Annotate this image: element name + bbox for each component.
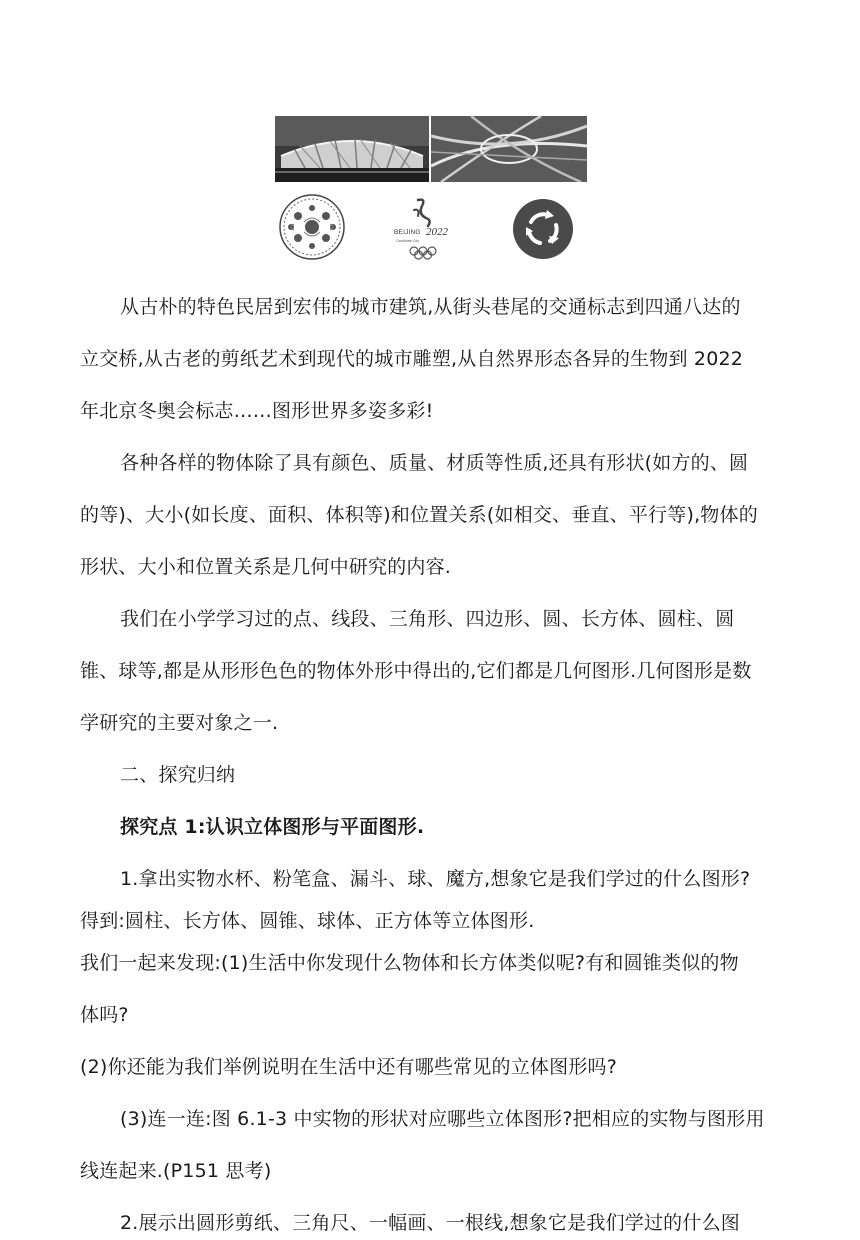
interchange-photo (431, 116, 587, 182)
logo-year-text: 2022 (426, 226, 448, 238)
main-text (80, 290, 780, 1240)
stadium-photo (275, 116, 429, 182)
explore-point-heading: 探究点 1:认识立体图形与平面图形. (120, 816, 425, 838)
para1-line2: 立交桥,从古老的剪纸艺术到现代的城市雕塑,从自然界形态各异的生物到 2022 (80, 348, 744, 370)
question-3-line2: 线连起来.(P151 思考) (80, 1160, 272, 1182)
para2-line2: 的等)、大小(如长度、面积、体积等)和位置关系(如相交、垂直、平行等),物体的 (80, 504, 758, 526)
logo-sub-text: Candidate City (396, 239, 419, 243)
para3-line3: 学研究的主要对象之一. (80, 712, 279, 734)
discover-line2: 体吗? (80, 1004, 129, 1026)
item1-line1: 1.拿出实物水杯、粉笔盒、漏斗、球、魔方,想象它是我们学过的什么图形? (120, 868, 751, 890)
logo-city-text: BEIJING (394, 229, 421, 236)
roundabout-sign-icon (512, 198, 574, 260)
para2-line3: 形状、大小和位置关系是几何中研究的内容. (80, 556, 452, 578)
para1-line1: 从古朴的特色民居到宏伟的城市建筑,从街头巷尾的交通标志到四通八达的 (120, 296, 741, 318)
beijing-2022-logo (392, 196, 456, 260)
para3-line1: 我们在小学学习过的点、线段、三角形、四边形、圆、长方体、圆柱、圆 (120, 608, 735, 630)
paper-cut-art-icon (274, 194, 350, 260)
question-3-line1: (3)连一连:图 6.1-3 中实物的形状对应哪些立体图形?把相应的实物与图形用 (120, 1108, 765, 1130)
item2-line1: 2.展示出圆形剪纸、三角尺、一幅画、一根线,想象它是我们学过的什么图 (120, 1212, 740, 1234)
discover-line1: 我们一起来发现:(1)生活中你发现什么物体和长方体类似呢?有和圆锥类似的物 (80, 952, 739, 974)
section-heading: 二、探究归纳 (120, 764, 236, 786)
para1-line3: 年北京冬奥会标志……图形世界多姿多彩! (80, 400, 434, 422)
para2-line1: 各种各样的物体除了具有颜色、质量、材质等性质,还具有形状(如方的、圆 (120, 452, 749, 474)
question-2: (2)你还能为我们举例说明在生活中还有哪些常见的立体图形吗? (80, 1056, 617, 1078)
item1-line2: 得到:圆柱、长方体、圆锥、球体、正方体等立体图形. (80, 910, 535, 932)
para3-line2: 锥、球等,都是从形形色色的物体外形中得出的,它们都是几何图形.几何图形是数 (80, 660, 752, 682)
